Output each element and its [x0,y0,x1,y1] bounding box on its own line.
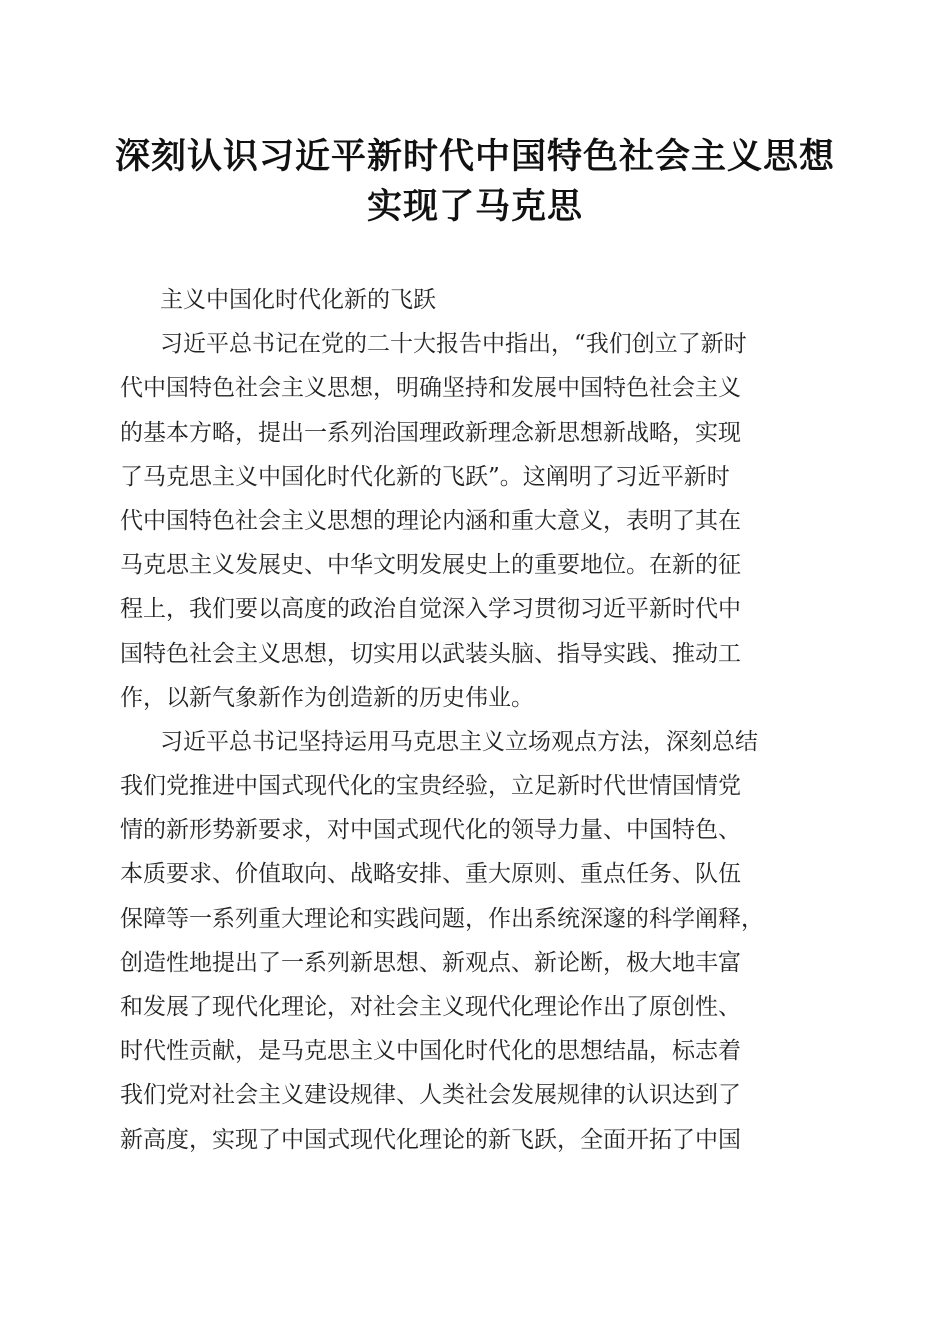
title-line-2: 实现了马克思 [366,186,583,227]
text-line: 情的新形势新要求，对中国式现代化的领导力量、中国特色、 [120,817,741,844]
text-line: 创造性地提出了一系列新思想、新观点、新论断，极大地丰富 [120,949,741,976]
text-line: 马克思主义发展史、中华文明发展史上的重要地位。在新的征 [120,552,741,579]
text-line: 时代性贡献，是马克思主义中国化时代化的思想结晶，标志着 [120,1038,741,1065]
text-line: 新高度，实现了中国式现代化理论的新飞跃，全面开拓了中国 [120,1126,741,1153]
text-line: 我们党对社会主义建设规律、人类社会发展规律的认识达到了 [120,1082,741,1109]
text-line: 的基本方略，提出一系列治国理政新理念新思想新战略，实现 [120,419,741,446]
text-line: 保障等一系列重大理论和实践问题，作出系统深邃的科学阐释， [120,905,764,932]
text-line: 主义中国化时代化新的飞跃 [160,287,436,313]
text-line: 习近平总书记坚持运用马克思主义立场观点方法，深刻总结 [160,728,758,755]
text-line: 本质要求、价值取向、战略安排、重大原则、重点任务、队伍 [120,861,741,888]
text-line: 程上，我们要以高度的政治自觉深入学习贯彻习近平新时代中 [120,596,741,623]
text-line: 和发展了现代化理论，对社会主义现代化理论作出了原创性、 [120,994,741,1020]
text-line: 代中国特色社会主义思想的理论内涵和重大意义，表明了其在 [120,507,741,534]
title-line-1: 深刻认识习近平新时代中国特色社会主义思想 [114,136,835,177]
text-line: 了马克思主义中国化时代化新的飞跃”。这阐明了习近平新时 [120,463,730,490]
document-title [100,132,850,232]
text-line: 国特色社会主义思想，切实用以武装头脑、指导实践、推动工 [120,640,741,667]
text-line: 作，以新气象新作为创造新的历史伟业。 [120,684,534,711]
text-line: 习近平总书记在党的二十大报告中指出，“我们创立了新时 [160,331,747,358]
document-body [120,278,840,1162]
text-line: 代中国特色社会主义思想，明确坚持和发展中国特色社会主义 [120,375,741,402]
text-line: 我们党推进中国式现代化的宝贵经验，立足新时代世情国情党 [120,773,741,800]
